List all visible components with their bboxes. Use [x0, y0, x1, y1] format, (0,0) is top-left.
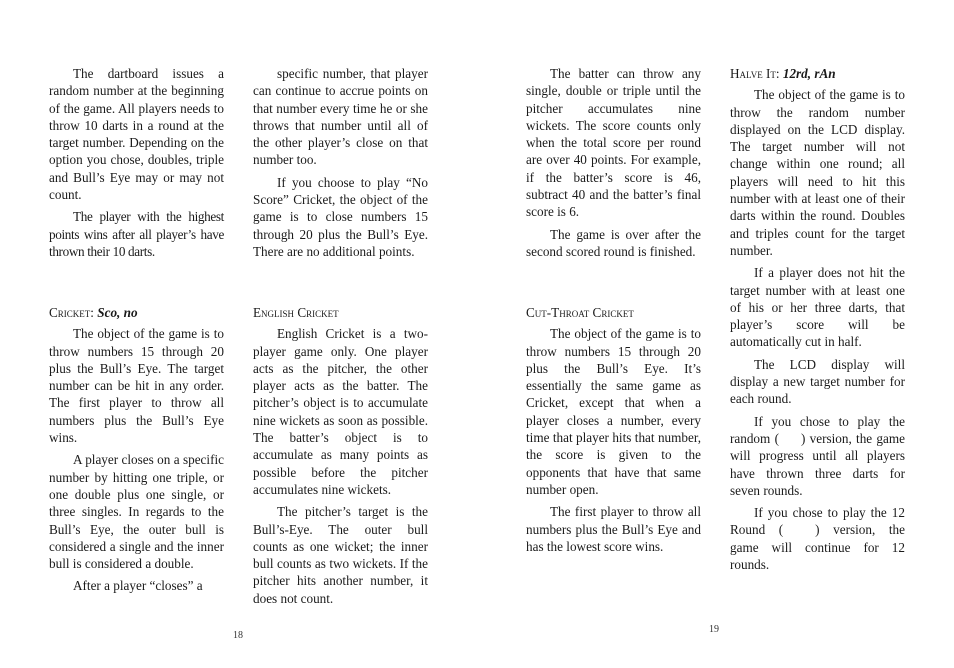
- halve-it-heading: [730, 65, 905, 82]
- intro-paragraph-2: The player with the highest points wins after all player’s have thrown their 10 darts.: [49, 209, 224, 259]
- twelve-round-text-before: If you chose to play the 12 Round (: [730, 505, 905, 538]
- english-cricket-paragraph-2: The pitcher’s target is the Bull’s-Eye. The outer bull counts as one wicket; the inner bull counts as two wickets. If the pitcher hits another number, it does not count.: [253, 504, 428, 606]
- left-page-column-1: [49, 65, 224, 265]
- cut-throat-paragraph-2: The first player to throw all numbers plus the Bull’s Eye and has the lowest score wins.: [526, 504, 701, 554]
- intro-paragraph-1: The dartboard issues a random number at the beginning of the game. All players needs to throw 10 darts in a round at the target number. Depending on the option you chose, doubles, triple and Bull’s Eye may or may not count.: [49, 66, 224, 203]
- halve-it-paragraph-3: The LCD display will display a new target number for each round.: [730, 356, 905, 407]
- no-score-cricket-paragraph: If you choose to play “No Score” Cricket, the object of the game is to close numbers 15 through 20 plus the Bull’s Eye. There are no additional points.: [253, 174, 428, 259]
- cricket-paragraph-3: After a player “closes” a: [73, 578, 203, 594]
- right-page-column-1: [526, 65, 701, 265]
- cricket-continued-paragraph: specific number, that player can continue to accrue points on that number every time he or she throws that number until all of the other player’s close on that number too.: [253, 66, 428, 168]
- random-version-text-before: If you chose to play the random (: [730, 413, 905, 446]
- cricket-heading: [49, 304, 224, 321]
- halve-it-display-codes: 12rd, rAn: [782, 66, 836, 81]
- left-page-column-2: [253, 65, 428, 265]
- cricket-section: [49, 304, 224, 595]
- english-cricket-end-paragraph: The game is over after the second scored round is finished.: [526, 226, 701, 259]
- halve-it-paragraph-4: [730, 413, 905, 499]
- english-cricket-paragraph-1: English Cricket is a two-player game only. One player acts as the pitcher, the other player acts as the batter. The pitcher’s object is to accumulate nine wickets as soon as possible. The batter’s object is to accumulate as many points as possible before the pitcher accumulates nine wickets.: [253, 326, 428, 497]
- halve-it-paragraph-1: The object of the game is to throw the random number displayed on the LCD display. The target number will not change within one round; all players will need to hit this number with at least one of their darts within the round. Doubles and triples count for the target number.: [730, 87, 905, 258]
- halve-it-paragraph-5: [730, 504, 905, 573]
- english-cricket-section: [253, 304, 428, 607]
- halve-it-title: Halve It:: [730, 66, 780, 81]
- cricket-paragraph-2: A player closes on a specific number by hitting one triple, or one double plus one single, or three singles. In regards to the Bull’s Eye, the outer bull is considered a single and the inner bull is considered a double.: [49, 452, 224, 572]
- cut-throat-cricket-section: [526, 304, 701, 555]
- cricket-paragraph-1: The object of the game is to throw numbers 15 through 20 plus the Bull’s Eye. The target number can be hit in any order. The first player to throw all numbers plus the Bull’s Eye wins.: [49, 326, 224, 446]
- page-number-left: 18: [233, 630, 243, 641]
- cut-throat-cricket-heading: Cut-Throat Cricket: [526, 305, 634, 320]
- english-cricket-batter-paragraph: The batter can throw any single, double or triple until the pitcher accumulates nine wickets. The score counts only when the total score per round are over 40 points. For example, if the batter’s score is 46, subtract 40 and the batter’s final score is 6.: [526, 66, 701, 220]
- random-version-text-after: ) version, the game will progress until all players have thrown three darts for seven rounds.: [730, 430, 905, 498]
- cricket-display-codes: Sco, no: [97, 305, 138, 320]
- halve-it-section: [730, 65, 905, 573]
- cut-throat-paragraph-1: The object of the game is to throw numbers 15 through 20 plus the Bull’s Eye. It’s essentially the same game as Cricket, except that when a player closes a number, every time that player hits that number, the score is given to the opponents that have that same number open.: [526, 326, 701, 497]
- english-cricket-heading: English Cricket: [253, 305, 339, 320]
- halve-it-paragraph-2: If a player does not hit the target number with at least one of his or her three darts, that player’s score will be automatically cut in half.: [730, 265, 905, 350]
- page-number-right: 19: [709, 624, 719, 635]
- twelve-round-text-after: ) version, the game will continue for 12 rounds.: [730, 522, 906, 573]
- cricket-title: Cricket:: [49, 305, 94, 320]
